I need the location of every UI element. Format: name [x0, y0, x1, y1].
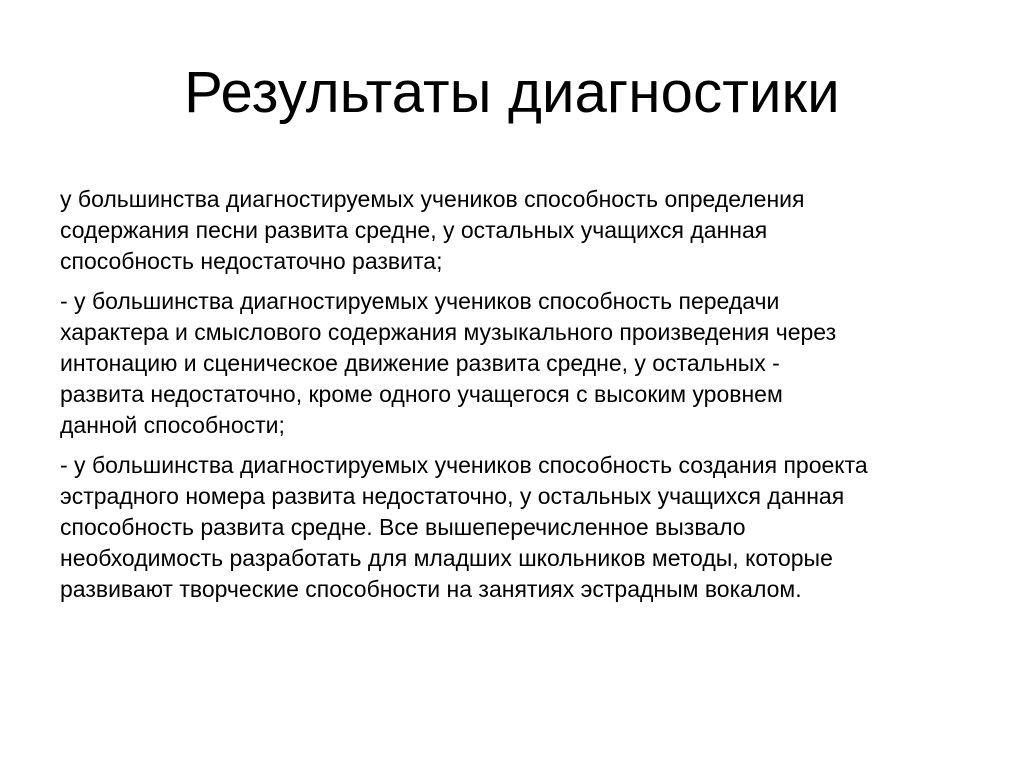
text-line: необходимость разработать для младших школьников методы, которые: [60, 545, 833, 571]
paragraph-1: [60, 184, 960, 277]
text-line: - у большинства диагностируемых учеников способность создания проекта: [60, 452, 868, 478]
paragraph-3: [60, 450, 960, 605]
text-line: развивают творческие способности на занятиях эстрадным вокалом.: [60, 576, 802, 602]
slide-title: Результаты диагностики: [184, 60, 840, 125]
text-line: способность развита средне. Все вышеперечисленное вызвало: [60, 514, 746, 540]
slide-body: [60, 184, 960, 614]
text-line: - у большинства диагностируемых учеников способность передачи: [60, 288, 780, 314]
text-line: данной способности;: [60, 412, 285, 438]
text-line: интонацию и сценическое движение развита средне, у остальных -: [60, 350, 780, 376]
text-line: содержания песни развита средне, у остальных учащихся данная: [60, 217, 768, 243]
text-line: развита недостаточно, кроме одного учащегося с высоким уровнем: [60, 381, 783, 407]
text-line: способность недостаточно развита;: [60, 248, 443, 274]
text-line: характера и смыслового содержания музыкального произведения через: [60, 319, 837, 345]
text-line: у большинства диагностируемых учеников способность определения: [60, 186, 805, 212]
paragraph-2: [60, 286, 960, 441]
text-line: эстрадного номера развита недостаточно, у остальных учащихся данная: [60, 483, 845, 509]
